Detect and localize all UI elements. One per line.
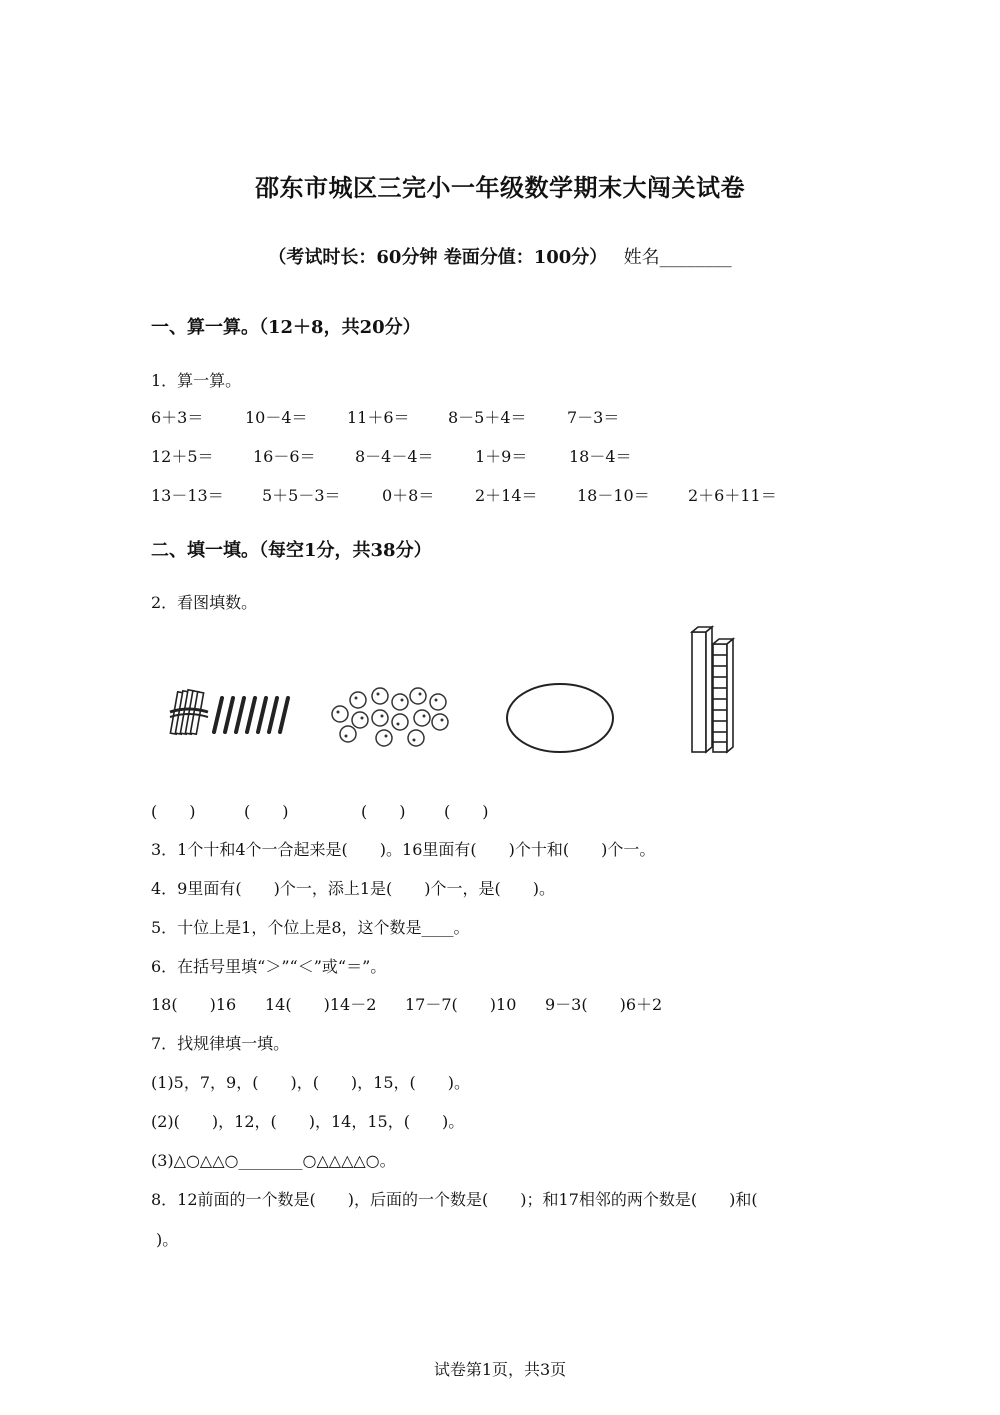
question-8-line-2: )。: [156, 1230, 179, 1249]
question-7: 7．找规律填一填。: [151, 1034, 290, 1053]
calc-item: 16－6＝: [253, 447, 316, 466]
question-2-label: 2．看图填数。: [151, 593, 258, 612]
section-1-heading: 一、算一算。（12＋8，共20分）: [151, 317, 421, 338]
calc-item: 7－3＝: [567, 408, 620, 427]
calc-item: 6＋3＝: [151, 408, 204, 427]
question-8-line-1: 8．12前面的一个数是( )，后面的一个数是( )；和17相邻的两个数是( )和(: [151, 1190, 758, 1209]
calc-item: 13－13＝: [151, 486, 224, 505]
question-7-2: (2)( )，12，( )，14，15，( )。: [151, 1112, 465, 1131]
counting-figures: [150, 620, 790, 760]
answer-blank[interactable]: ( ): [361, 802, 406, 821]
calc-item: 8－4－4＝: [355, 447, 434, 466]
compare-item: 9－3( )6＋2: [545, 995, 663, 1014]
question-4: 4．9里面有( )个一，添上1是( )个一，是( )。: [151, 879, 555, 898]
empty-ellipse-icon: [507, 684, 613, 752]
question-1-label: 1．算一算。: [151, 371, 242, 390]
calc-item: 2＋14＝: [475, 486, 538, 505]
question-3: 3．1个十和4个一合起来是( )。16里面有( )个十和( )个一。: [151, 840, 656, 859]
calc-item: 12＋5＝: [151, 447, 214, 466]
calc-item: 0＋8＝: [382, 486, 435, 505]
calc-item: 10－4＝: [245, 408, 308, 427]
calc-item: 1＋9＝: [475, 447, 528, 466]
calc-item: 5＋5－3＝: [262, 486, 341, 505]
question-6: 6．在括号里填“＞”“＜”或“＝”。: [151, 957, 387, 976]
compare-item: 14( )14－2: [265, 995, 377, 1014]
exam-duration-score: （考试时长：60分钟 卷面分值：100分）: [268, 247, 608, 268]
compare-item: 18( )16: [151, 995, 237, 1014]
answer-blank[interactable]: ( ): [444, 802, 489, 821]
page-footer: 试卷第1页，共3页: [433, 1360, 567, 1379]
question-7-3: (3)△○△△○________○△△△△○。: [151, 1151, 396, 1170]
stick-bundle-icon: [170, 690, 208, 734]
single-sticks-icon: [214, 698, 288, 732]
calc-item: 18－4＝: [569, 447, 632, 466]
name-field: 姓名________: [623, 247, 732, 268]
exam-info: [0, 243, 1000, 269]
ten-rod-and-cubes-icon: [692, 627, 733, 752]
calc-item: 8－5＋4＝: [448, 408, 527, 427]
answer-blank[interactable]: ( ): [151, 802, 196, 821]
exam-title: 邵东市城区三完小一年级数学期末大闯关试卷: [255, 174, 745, 202]
question-5: 5．十位上是1，个位上是8，这个数是____。: [151, 918, 470, 937]
section-2-heading: 二、填一填。（每空1分，共38分）: [151, 540, 432, 561]
question-7-1: (1)5，7，9，( )，( )，15，( )。: [151, 1073, 471, 1092]
calc-item: 18－10＝: [577, 486, 650, 505]
answer-blank[interactable]: ( ): [244, 802, 289, 821]
calc-item: 2＋6＋11＝: [688, 486, 777, 505]
calc-item: 11＋6＝: [347, 408, 410, 427]
compare-item: 17－7( )10: [405, 995, 517, 1014]
strawberry-cluster-icon: [332, 688, 448, 746]
